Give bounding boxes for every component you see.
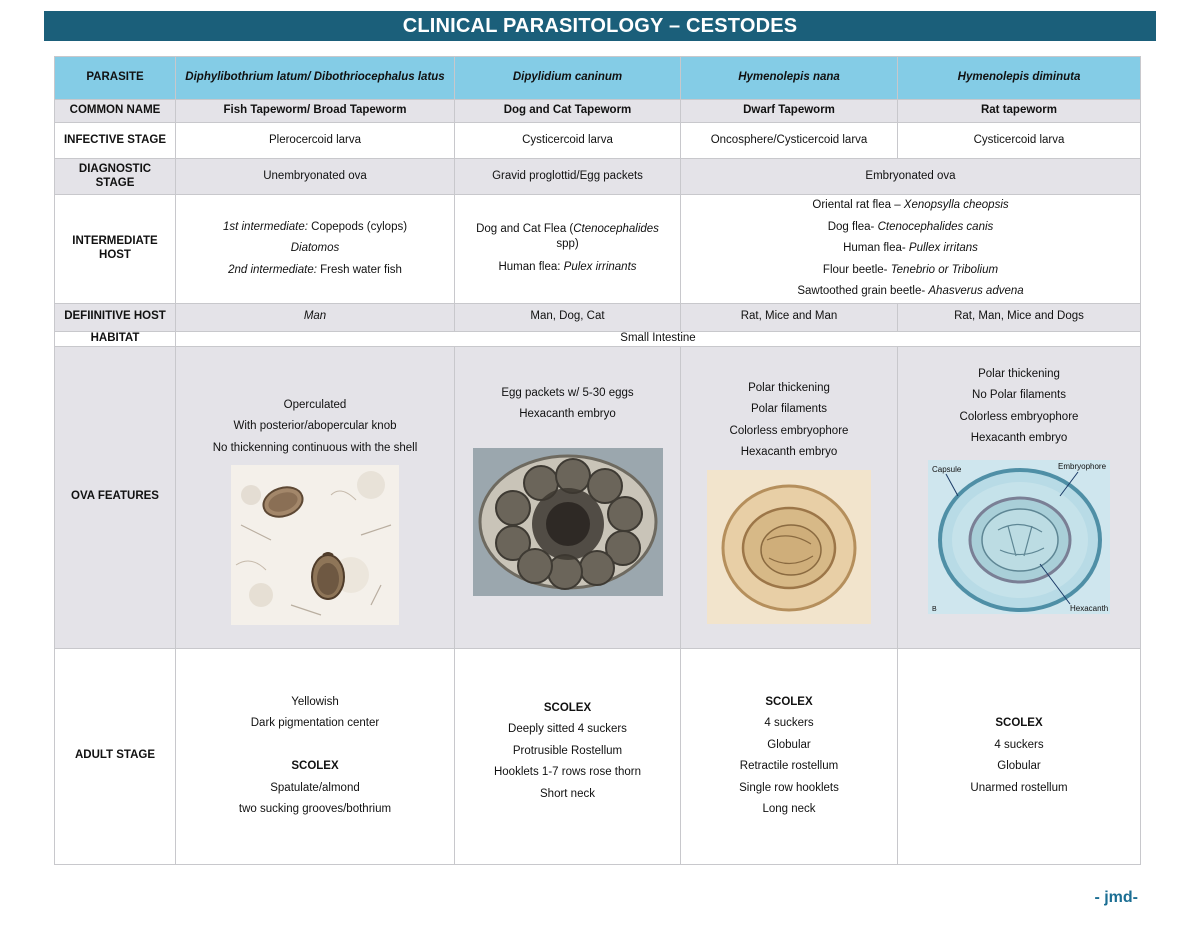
- habitat-label: HABITAT: [55, 331, 176, 346]
- adult-feature: Short neck: [540, 787, 595, 800]
- ova-feature: Hexacanth embryo: [970, 432, 1068, 444]
- scolex-heading: SCOLEX: [291, 760, 339, 772]
- adult-feature: Globular: [997, 760, 1041, 772]
- ova-features-cell: [455, 346, 681, 648]
- hexacanth-label: Hexacanth: [1070, 603, 1109, 613]
- ova-feature: Colorless embryophore: [729, 424, 849, 437]
- ih-host-species: Pullex irritans: [908, 242, 978, 254]
- ova-feature: Polar thickening: [978, 367, 1060, 380]
- adult-stage-row: [55, 648, 1141, 864]
- adult-stage-cell: [176, 648, 455, 864]
- adult-feature: Globular: [767, 738, 811, 751]
- adult-feature: 4 suckers: [764, 717, 814, 729]
- cestodes-table: [54, 56, 1141, 865]
- common-name-label: COMMON NAME: [55, 100, 176, 123]
- embryophore-label: Embryophore: [1058, 461, 1107, 471]
- panel-letter: B: [932, 605, 937, 613]
- capsule-label: Capsule: [932, 464, 962, 474]
- ova-features-cell: [176, 346, 455, 648]
- ova-feature: Operculated: [283, 398, 347, 411]
- ih-diatomos: Diatomos: [290, 242, 340, 254]
- header-h-nana: Hymenolepis nana: [681, 57, 898, 100]
- habitat-cell: Small Intestine: [176, 331, 1141, 346]
- ih-host-species: Xenopsylla cheopsis: [903, 199, 1009, 211]
- ih-flea-spp: spp): [556, 238, 579, 251]
- header-parasite-label: PARASITE: [55, 57, 176, 100]
- definitive-host-cell: Man, Dog, Cat: [455, 303, 681, 331]
- diagnostic-stage-cell: Gravid proglottid/Egg packets: [455, 159, 681, 195]
- ova-features-label: OVA FEATURES: [55, 346, 176, 648]
- d-latum-egg-micrograph: [231, 465, 399, 625]
- infective-stage-cell: Plerocercoid larva: [176, 123, 455, 159]
- author-signature: - jmd-: [1094, 889, 1138, 906]
- ih-flea-genus: Ctenocephalides: [573, 223, 659, 236]
- ih-second-prefix: 2nd intermediate:: [228, 263, 317, 276]
- adult-feature: Yellowish: [291, 695, 339, 708]
- diagnostic-stage-row: [55, 159, 1141, 195]
- diagnostic-stage-label: DIAGNOSTIC STAGE: [55, 159, 176, 195]
- ih-host-species: Ctenocephalides canis: [877, 220, 994, 233]
- intermediate-host-label: INTERMEDIATE HOST: [55, 195, 176, 304]
- infective-stage-row: [55, 123, 1141, 159]
- common-name-row: [55, 100, 1141, 123]
- ova-feature: No Polar filaments: [972, 389, 1066, 401]
- ova-feature: Hexacanth embryo: [519, 408, 616, 420]
- ova-features-cell: [898, 346, 1141, 648]
- ova-feature: Polar thickening: [748, 381, 830, 394]
- adult-feature: Hooklets 1-7 rows rose thorn: [493, 766, 641, 778]
- header-d-caninum: Dipylidium caninum: [455, 57, 681, 100]
- adult-feature: Dark pigmentation center: [250, 717, 380, 729]
- ih-second-value: Fresh water fish: [316, 263, 402, 276]
- definitive-host-row: [55, 303, 1141, 331]
- adult-feature: Spatulate/almond: [270, 781, 360, 794]
- common-name-cell: Dog and Cat Tapeworm: [455, 100, 681, 123]
- adult-feature: Long neck: [762, 803, 816, 815]
- definitive-host-cell: Man: [176, 303, 455, 331]
- ova-feature: Hexacanth embryo: [740, 446, 838, 458]
- infective-stage-cell: Oncosphere/Cysticercoid larva: [681, 123, 898, 159]
- d-caninum-egg-packet-micrograph: [473, 448, 663, 596]
- adult-feature: two sucking grooves/bothrium: [238, 803, 392, 815]
- ih-host-name: Flour beetle-: [822, 263, 891, 276]
- infective-stage-cell: Cysticercoid larva: [898, 123, 1141, 159]
- scolex-heading: SCOLEX: [543, 701, 592, 714]
- adult-feature: 4 suckers: [994, 738, 1044, 751]
- page-title: CLINICAL PARASITOLOGY – CESTODES: [44, 11, 1156, 41]
- ih-host-name: Dog flea-: [827, 220, 878, 233]
- header-h-diminuta: Hymenolepis diminuta: [898, 57, 1141, 100]
- header-d-latum: Diphylibothrium latum/ Dibothriocephalus latus: [176, 57, 455, 100]
- ih-first-value: Copepods (cylops): [307, 220, 408, 233]
- ih-first-prefix: 1st intermediate:: [222, 220, 308, 233]
- ih-host-species: Tenebrio or Tribolium: [890, 263, 999, 276]
- adult-feature: Unarmed rostellum: [970, 781, 1068, 794]
- h-nana-egg-micrograph: [707, 470, 871, 624]
- diagnostic-stage-cell: Unembryonated ova: [176, 159, 455, 195]
- adult-stage-cell: [898, 648, 1141, 864]
- intermediate-host-cell: [176, 195, 455, 304]
- diagnostic-stage-cell: Embryonated ova: [681, 159, 1141, 195]
- infective-stage-label: INFECTIVE STAGE: [55, 123, 176, 159]
- ova-features-row: [55, 346, 1141, 648]
- ih-human-flea: Human flea:: [498, 261, 564, 274]
- ova-feature: Polar filaments: [750, 403, 828, 415]
- ova-feature: Colorless embryophore: [959, 410, 1079, 423]
- h-diminuta-egg-diagram: [928, 460, 1110, 614]
- definitive-host-cell: Rat, Mice and Man: [681, 303, 898, 331]
- habitat-row: [55, 331, 1141, 346]
- ih-host-species: Ahasverus advena: [928, 285, 1024, 297]
- common-name-cell: Fish Tapeworm/ Broad Tapeworm: [176, 100, 455, 123]
- adult-feature: Deeply sitted 4 suckers: [508, 723, 627, 735]
- intermediate-host-cell: [681, 195, 1141, 304]
- ova-feature: No thickenning continuous with the shell: [212, 441, 418, 454]
- adult-stage-label: ADULT STAGE: [55, 648, 176, 864]
- common-name-cell: Dwarf Tapeworm: [681, 100, 898, 123]
- adult-feature: Retractile rostellum: [739, 760, 839, 772]
- ih-host-name: Sawtoothed grain beetle-: [797, 285, 929, 297]
- infective-stage-cell: Cysticercoid larva: [455, 123, 681, 159]
- ih-host-name: Oriental rat flea –: [812, 199, 904, 211]
- definitive-host-label: DEFIINITIVE HOST: [55, 303, 176, 331]
- intermediate-host-row: [55, 195, 1141, 304]
- scolex-heading: SCOLEX: [765, 695, 813, 708]
- adult-feature: Single row hooklets: [739, 781, 839, 794]
- ova-feature: With posterior/abopercular knob: [233, 420, 397, 432]
- header-row: [55, 57, 1141, 100]
- ih-human-flea-species: Pulex irrinants: [563, 261, 637, 274]
- adult-feature: Protrusible Rostellum: [512, 744, 623, 757]
- intermediate-host-cell: [455, 195, 681, 304]
- adult-stage-cell: [681, 648, 898, 864]
- common-name-cell: Rat tapeworm: [898, 100, 1141, 123]
- scolex-heading: SCOLEX: [995, 717, 1043, 729]
- definitive-host-cell: Rat, Man, Mice and Dogs: [898, 303, 1141, 331]
- ih-host-name: Human flea-: [843, 242, 909, 254]
- adult-stage-cell: [455, 648, 681, 864]
- ih-flea-text: Dog and Cat Flea (: [476, 223, 574, 236]
- ova-feature: Egg packets w/ 5-30 eggs: [501, 386, 634, 399]
- ova-features-cell: [681, 346, 898, 648]
